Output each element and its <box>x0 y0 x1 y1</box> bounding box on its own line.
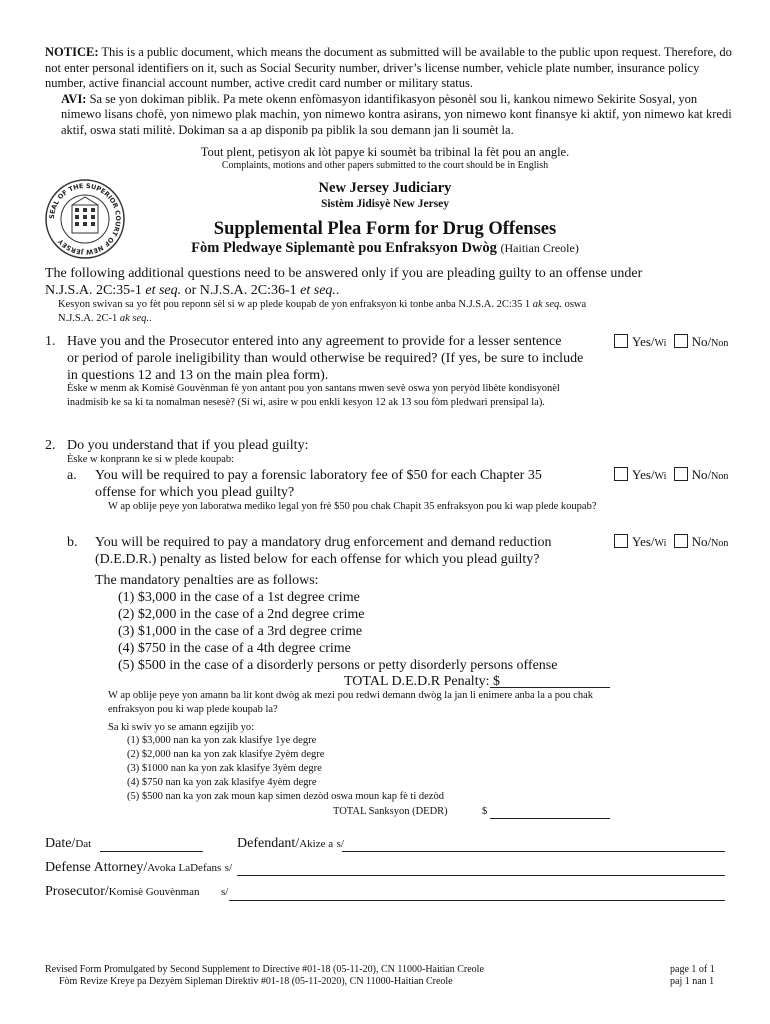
total-dedr-creole-field[interactable] <box>490 818 610 819</box>
total-dedr-creole-dollar: $ <box>482 806 488 817</box>
notice-block <box>45 45 735 138</box>
total-dedr-label: TOTAL D.E.D.R Penalty: $ <box>344 674 500 689</box>
penalties-list <box>118 589 557 674</box>
q2b-creole: W ap oblije peye yon amann ba lit kont dwòg ak mezi pou redwi demann dwòg la jan li enimere anba la a pou chak enfraksyon pou ki wap plede koupab la? <box>108 690 593 715</box>
date-label: Date/Dat <box>45 836 92 851</box>
penalty-item-creole: (2) $2,000 nan ka yon zak klasifye 2yèm degre <box>127 749 325 760</box>
penalties-title-creole: Sa ki swiv yo se amann egzijib yo: <box>108 722 255 733</box>
q2-creole: Èske w konprann ke si w plede koupab: <box>67 454 235 465</box>
footer-page: page 1 of 1 paj 1 nan 1 <box>670 964 715 987</box>
q2a-text: You will be required to pay a forensic laboratory fee of $50 for each Chapter 35 offense for which you plead guilty? <box>95 468 542 500</box>
penalty-item: (1) $3,000 in the case of a 1st degree crime <box>118 590 360 605</box>
q1-answer: Yes/Wi No/Non <box>614 334 728 350</box>
penalty-item-creole: (1) $3,000 nan ka yon zak klasifye 1ye degre <box>127 735 317 746</box>
q2a-no-checkbox[interactable] <box>674 467 688 481</box>
q2a-answer: Yes/Wi No/Non <box>614 467 728 483</box>
english-note: Tout plent, petisyon ak lòt papye ki soumèt ba tribinal la fèt pou an angle. <box>200 145 570 159</box>
svg-text:SEAL OF THE SUPERIOR COURT OF: SEAL OF THE SUPERIOR COURT OF NEW JERSEY <box>47 181 123 257</box>
penalty-item: (4) $750 in the case of a 4th degree crime <box>118 641 351 656</box>
q2-number: 2. <box>45 438 56 453</box>
prosecutor-s-label: s/ <box>221 886 229 898</box>
defendant-label: Defendant/Akize a s/ <box>237 836 344 851</box>
penalty-item: (2) $2,000 in the case of a 2nd degree crime <box>118 607 365 622</box>
q2b-label: b. <box>67 535 78 550</box>
q2a-label: a. <box>67 468 77 483</box>
q1-yes-checkbox[interactable] <box>614 334 628 348</box>
penalties-title: The mandatory penalties are as follows: <box>95 573 319 588</box>
notice-english: NOTICE: This is a public document, which means the document as submitted will be available to the public upon request. Therefore, do not enter personal identifiers on it, such as Social Security number, driver’s license number, vehicle plate number, insurance policy number, active financial account number, active credit card number or military status. <box>45 45 732 90</box>
defense-attorney-signature-field[interactable] <box>237 875 725 876</box>
penalty-item: (3) $1,000 in the case of a 3rd degree crime <box>118 624 363 639</box>
q2b-answer: Yes/Wi No/Non <box>614 534 728 550</box>
q2b-no-checkbox[interactable] <box>674 534 688 548</box>
total-dedr-field[interactable] <box>490 687 610 688</box>
defense-attorney-label: Defense Attorney/Avoka LaDefans s/ <box>45 860 233 875</box>
q2a-creole: W ap oblije peye yon laboratwa mediko legal yon frè $50 pou chak Chapit 35 enfraksyon pou ki wap plede koupab? <box>108 501 597 512</box>
defendant-signature-field[interactable] <box>342 851 725 852</box>
footer-revision: Revised Form Promulgated by Second Supplement to Directive #01-18 (05-11-20), CN 11000-Haitian Creole Fòm Revize Kreye pa Dezyèm Sipleman Direktiv #01-18 (05-11-2020), CN 11000-Haitian Creole <box>45 964 484 987</box>
q2b-yes-checkbox[interactable] <box>614 534 628 548</box>
intro-text: The following additional questions need to be answered only if you are pleading guilty to an offense under N.J.S.A. 2C:35-1 et seq. or N.J.S.A. 2C:36-1 et seq.. <box>45 266 643 298</box>
q2-text: Do you understand that if you plead guilty: <box>67 438 309 453</box>
org-name: New Jersey Judiciary <box>318 180 452 196</box>
prosecutor-label: Prosecutor/Komisè Gouvènman <box>45 884 200 899</box>
english-note-english: Complaints, motions and other papers submitted to the court should be in English <box>221 160 549 171</box>
notice-creole: AVI: Sa se yon dokiman piblik. Pa mete okenn enfòmasyon idantifikasyon pèsonèl sou li, kankou nimewo Sekirite Sosyal, yon nimewo lisans chofè, yon nimewo plak machin, yon nimewo kontra asirans, yon nimewo kont finansye ki aktif, yon nimewo kat kredi aktif, oswa stati militè. Dokiman sa a ap disponib pa piblik la sou demann jan li soumèt la. <box>61 91 732 137</box>
intro-creole: Kesyon swivan sa yo fèt pou reponn sèl si w ap plede koupab de yon enfraksyon ki tonbe anba N.J.S.A. 2C:35 1 ak seq. oswa N.J.S.A. 2C-1 ak seq.. <box>58 299 587 324</box>
q2b-text: You will be required to pay a mandatory drug enforcement and demand reduction (D.E.D.R.) penalty as listed below for each offense for which you plead guilty? <box>95 535 552 567</box>
date-field[interactable] <box>100 851 203 852</box>
q2a-yes-checkbox[interactable] <box>614 467 628 481</box>
page-title-creole: Fòm Pledwaye Siplemantè pou Enfraksyon Dwòg (Haitian Creole) <box>191 240 579 256</box>
total-dedr-creole-label: TOTAL Sanksyon (DEDR) <box>333 806 448 817</box>
prosecutor-signature-field[interactable] <box>229 900 725 901</box>
q1-number: 1. <box>45 334 56 349</box>
penalty-item-creole: (4) $750 nan ka yon zak klasifye 4yèm degre <box>127 777 317 788</box>
penalty-item-creole: (5) $500 nan ka yon zak moun kap simen dezòd oswa moun kap fè ti dezòd <box>127 791 444 802</box>
penalty-item-creole: (3) $1000 nan ka yon zak klasifye 3yèm degre <box>127 763 322 774</box>
q1-creole: Èske w menm ak Komisè Gouvènman fè yon antant pou yon santans mwen sevè oswa yon peryòd libète kondisyonèl inadmisib ke sa ki ta nomalman nesesè? (Si wi, asire w pou enkli kesyon 12 ak 13 sou fòm pledwari prensipal la). <box>67 383 560 408</box>
penalty-item: (5) $500 in the case of a disorderly persons or petty disorderly persons offense <box>118 658 558 673</box>
org-name-creole: Sistèm Jidisyè New Jersey <box>320 198 450 210</box>
page-title: Supplemental Plea Form for Drug Offenses <box>213 219 557 239</box>
penalties-list-creole <box>127 734 444 804</box>
q1-text: Have you and the Prosecutor entered into any agreement to provide for a lesser sentence or period of parole ineligibility than would otherwise be required? (If yes, be sure to include in questions 12 and 13 on the main plea form). <box>67 334 584 383</box>
q1-no-checkbox[interactable] <box>674 334 688 348</box>
